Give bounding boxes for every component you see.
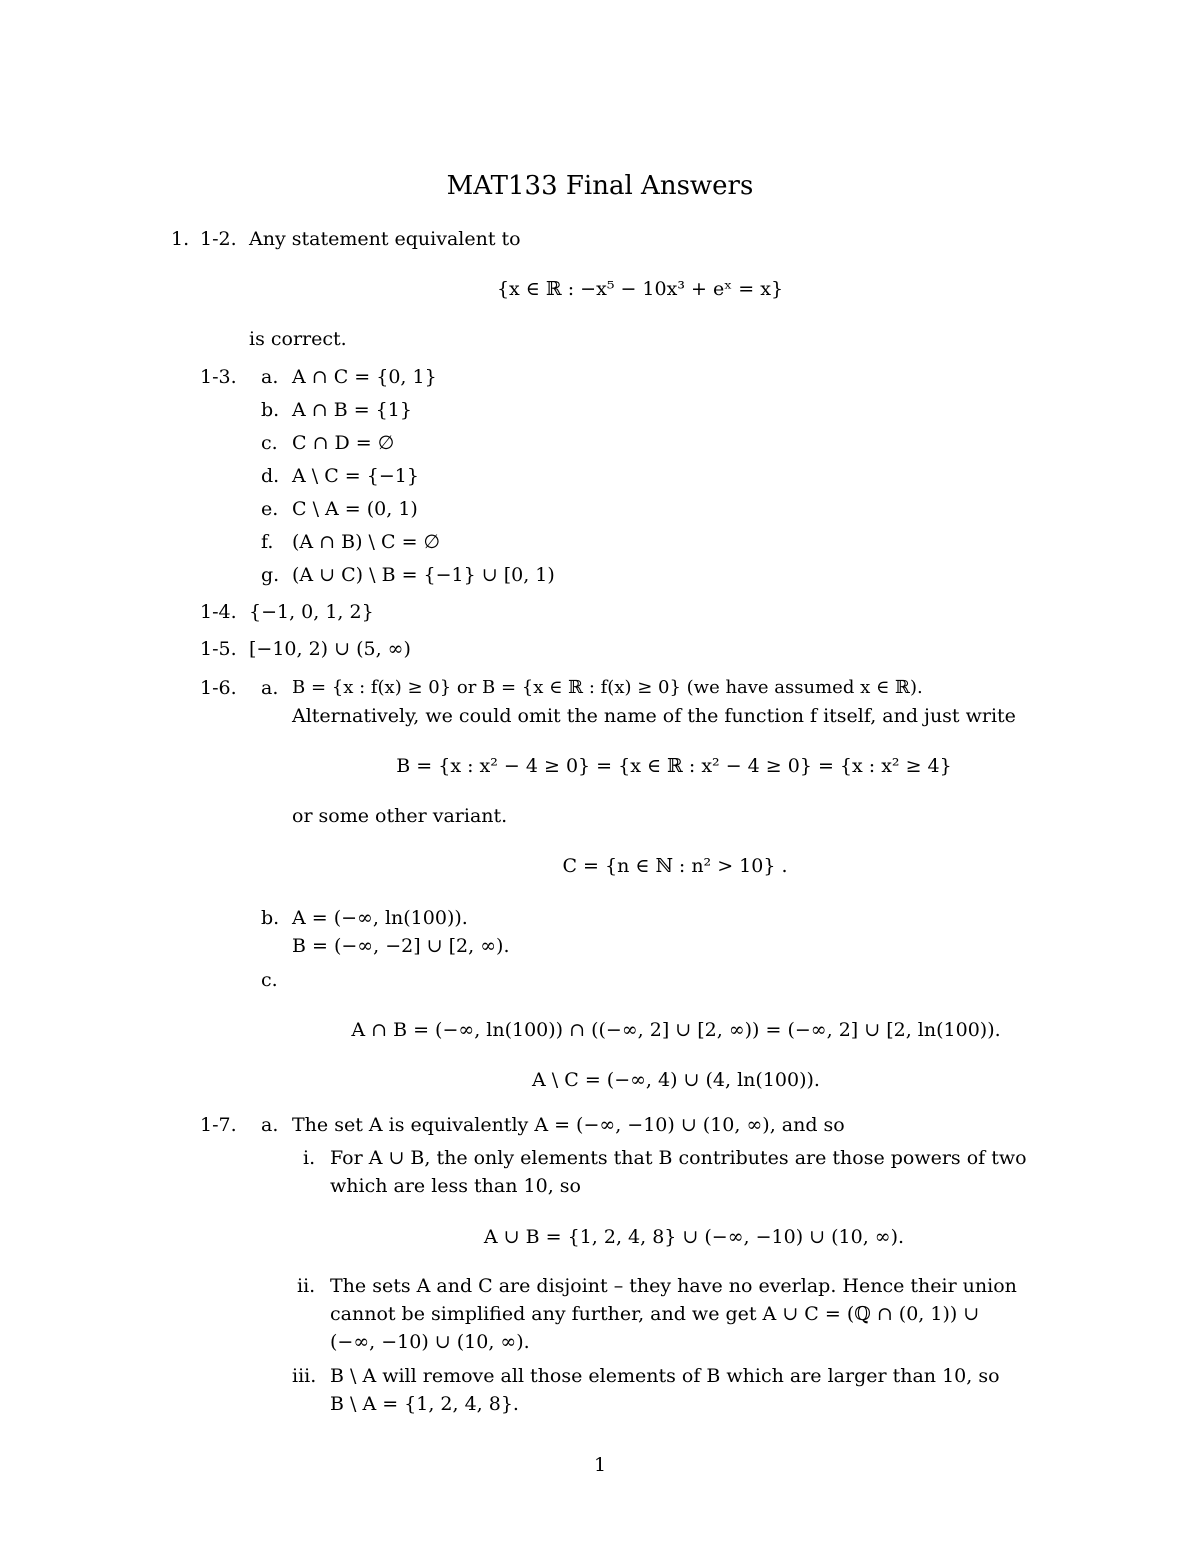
page-title: MAT133 Final Answers: [446, 171, 754, 201]
q1-7a-label: a.: [261, 1114, 279, 1136]
list-item: A \ C = {−1}: [292, 465, 419, 487]
list-item: (A ∩ B) \ C = ∅: [292, 531, 441, 553]
q1-6b-line2: B = (−∞, −2] ∪ [2, ∞).: [292, 935, 510, 957]
q1-7a-ii-label: ii.: [297, 1275, 316, 1297]
q1-2-display-equation: {x ∈ ℝ : −x⁵ − 10x³ + eˣ = x}: [496, 278, 784, 300]
list-item: C \ A = (0, 1): [292, 498, 418, 520]
q1-7a-i-display-equation: A ∪ B = {1, 2, 4, 8} ∪ (−∞, −10) ∪ (10, ∞).: [483, 1226, 905, 1248]
list-item-label: f.: [261, 531, 274, 553]
q1-6a-label: a.: [261, 677, 279, 699]
problem-number: 1.: [171, 228, 190, 250]
list-item: A ∩ B = {1}: [292, 399, 412, 421]
q1-6c-display-equation-1: A ∩ B = (−∞, ln(100)) ∩ ((−∞, 2] ∪ [2, ∞)) = (−∞, 2] ∪ [2, ln(100)).: [351, 1019, 1001, 1041]
q1-6c-label: c.: [261, 969, 278, 991]
list-item-label: a.: [261, 366, 279, 388]
q1-6b-line1: A = (−∞, ln(100)).: [292, 907, 468, 929]
list-item: (A ∪ C) \ B = {−1} ∪ [0, 1): [292, 564, 555, 586]
list-item-label: d.: [261, 465, 280, 487]
q1-7a-ii-line1: The sets A and C are disjoint – they have no everlap. Hence their union: [330, 1275, 1017, 1297]
q1-4-answer: {−1, 0, 1, 2}: [249, 601, 374, 623]
list-item-label: e.: [261, 498, 279, 520]
q1-6a-line1: B = {x : f(x) ≥ 0} or B = {x ∈ ℝ : f(x) ≥ 0} (we have assumed x ∈ ℝ).: [292, 677, 923, 698]
q1-7-label: 1-7.: [200, 1114, 237, 1136]
list-item: A ∩ C = {0, 1}: [292, 366, 437, 388]
q1-7a-ii-line2: cannot be simplified any further, and we get A ∪ C = (ℚ ∩ (0, 1)) ∪: [330, 1303, 980, 1325]
q1-6a-display-equation-2: C = {n ∈ ℕ : n² > 10} .: [562, 855, 788, 877]
q1-7a-i-label: i.: [303, 1147, 316, 1169]
q1-3-label: 1-3.: [200, 366, 237, 388]
q1-2-label: 1-2.: [200, 228, 237, 250]
q1-5-answer: [−10, 2) ∪ (5, ∞): [249, 638, 411, 660]
list-item-label: b.: [261, 399, 280, 421]
q1-7a-ii-line3: (−∞, −10) ∪ (10, ∞).: [330, 1331, 530, 1353]
list-item: C ∩ D = ∅: [292, 432, 395, 454]
q1-7a-i-line2: which are less than 10, so: [330, 1175, 581, 1197]
q1-4-label: 1-4.: [200, 601, 237, 623]
q1-7a-iii-line2: B \ A = {1, 2, 4, 8}.: [330, 1393, 519, 1415]
q1-5-label: 1-5.: [200, 638, 237, 660]
q1-2-outro: is correct.: [249, 328, 347, 350]
q1-6c-display-equation-2: A \ C = (−∞, 4) ∪ (4, ln(100)).: [532, 1069, 820, 1091]
q1-6-label: 1-6.: [200, 677, 237, 699]
q1-7a-iii-label: iii.: [292, 1365, 317, 1387]
page-number: 1: [593, 1454, 607, 1476]
q1-6a-line3: or some other variant.: [292, 805, 508, 827]
q1-6b-label: b.: [261, 907, 280, 929]
q1-7a-iii-line1: B \ A will remove all those elements of B which are larger than 10, so: [330, 1365, 1000, 1387]
q1-7a-i-line1: For A ∪ B, the only elements that B contributes are those powers of two: [330, 1147, 1027, 1169]
q1-6a-display-equation: B = {x : x² − 4 ≥ 0} = {x ∈ ℝ : x² − 4 ≥ 0} = {x : x² ≥ 4}: [396, 755, 952, 777]
q1-6a-line2: Alternatively, we could omit the name of the function f itself, and just write: [292, 705, 1016, 727]
q1-7a-text: The set A is equivalently A = (−∞, −10) ∪ (10, ∞), and so: [292, 1114, 845, 1136]
q1-2-intro: Any statement equivalent to: [249, 228, 521, 250]
list-item-label: g.: [261, 564, 280, 586]
list-item-label: c.: [261, 432, 278, 454]
